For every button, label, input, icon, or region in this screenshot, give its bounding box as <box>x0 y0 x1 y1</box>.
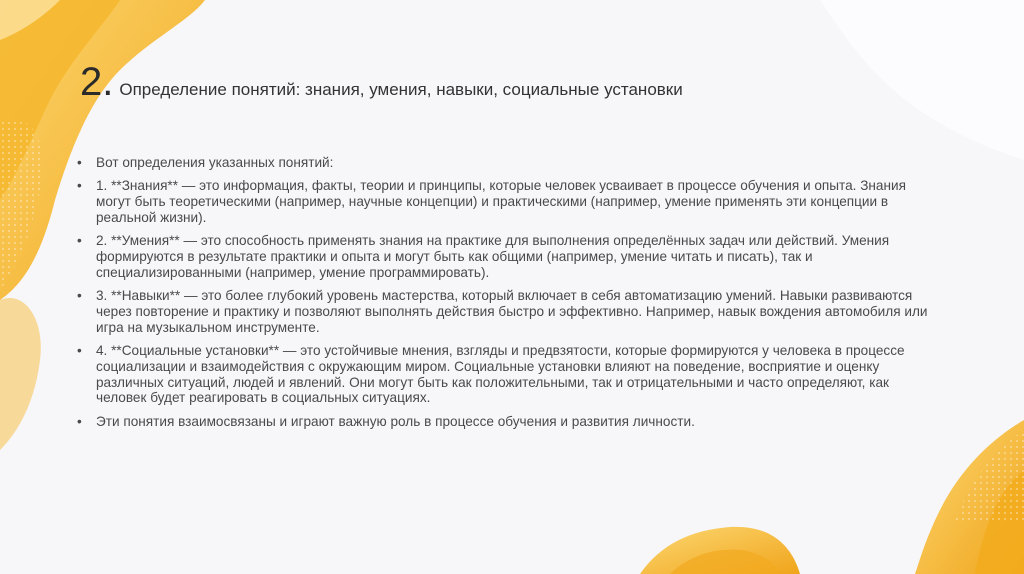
bullet-icon: • <box>77 178 82 194</box>
bullet-icon: • <box>77 413 82 429</box>
bullet-list <box>77 155 936 437</box>
slide-title-text: Определение понятий: знания, умения, навыки, социальные установки <box>119 80 683 99</box>
list-item: • 4. **Социальные установки** — это устойчивые мнения, взгляды и предвзятости, которые формируются у человека в процессе социализации и взаимодействия с окружающим миром. Социальные установки влияют на поведение, восприятие и оценку различных ситуаций, людей и явлений. Они могут быть как положительными, так и отрицательными и часто определяют, как человек будет реагировать в социальных ситуациях. <box>77 342 905 406</box>
list-item: • 1. **Знания** — это информация, факты, теории и принципы, которые человек усваивает в процессе обучения и опыта. Знания могут быть теоретическими (например, научные концепции) и практическими (например, умение применять эти концепции в реальной жизни). <box>77 178 906 225</box>
bullet-icon: • <box>77 342 82 358</box>
list-item: • 2. **Умения** — это способность применять знания на практике для выполнения определённых задач или действий. Умения формируются в результате практики и опыта и могут быть как общими (например, умение читать и писать), так и специализированными (например, умение программировать). <box>77 233 890 280</box>
bottom-right-blob <box>915 420 1024 574</box>
list-item: • 3. **Навыки** — это более глубокий уровень мастерства, который включает в себя автоматизацию умений. Навыки развиваются через повторение и практику и позволяют выполнять действия быстро и эффективно. Например, навык вождения автомобиля или игра на музыкальном инструменте. <box>77 288 928 335</box>
list-item: • Эти понятия взаимосвязаны и играют важную роль в процессе обучения и развития личности. <box>77 413 695 429</box>
bullet-icon: • <box>77 233 82 249</box>
slide-number: 2. <box>80 60 114 104</box>
slide-title <box>80 62 683 102</box>
bullet-icon: • <box>77 155 82 170</box>
bottom-center-blob <box>640 527 800 574</box>
list-item: • Вот определения указанных понятий: <box>77 155 334 170</box>
bullet-icon: • <box>77 288 82 304</box>
